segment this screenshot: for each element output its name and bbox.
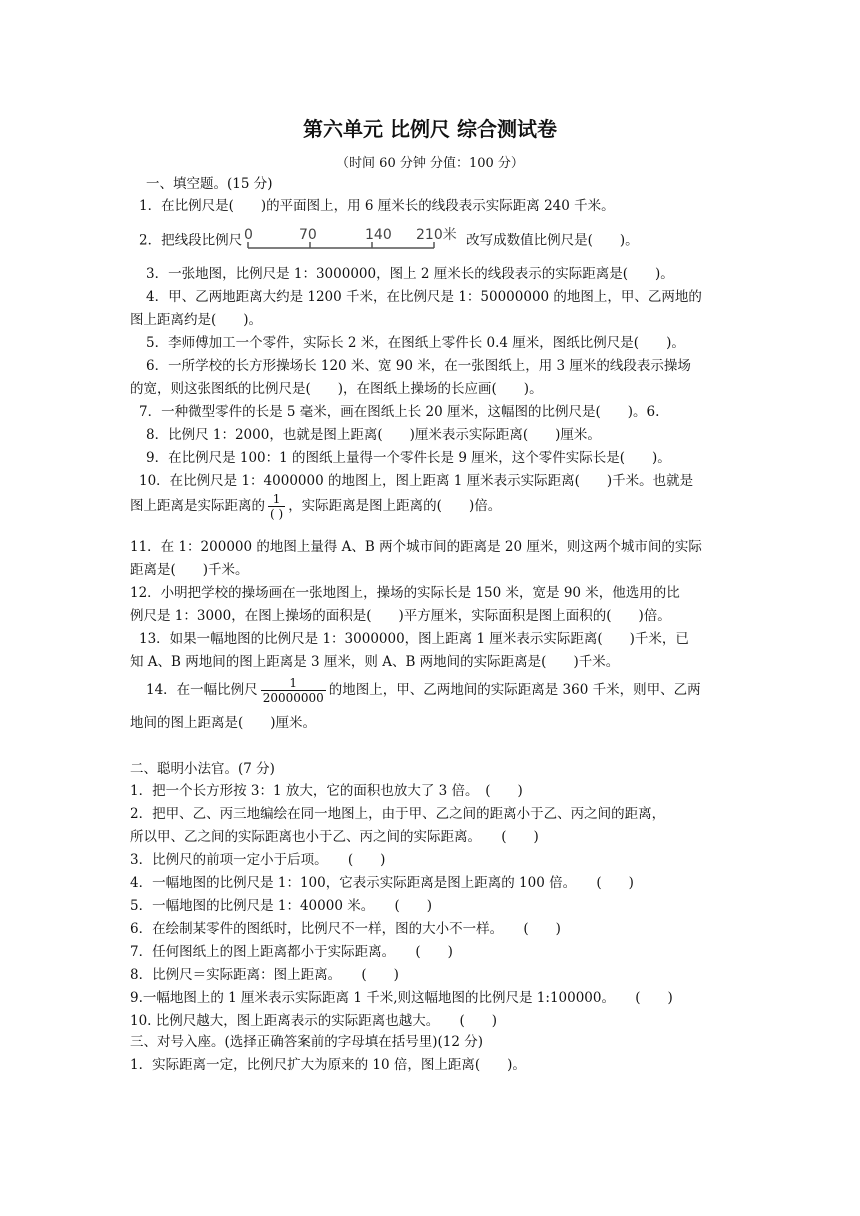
question-1-2 — [139, 226, 639, 256]
judge-item: 9.一幅地图上的 1 厘米表示实际距离 1 千米,则这幅地图的比例尺是 1:100000。 ( ) — [130, 990, 673, 1006]
question-1-11-line1: 11．在 1：200000 的地图上量得 A、B 两个城市间的距离是 20 厘米，则这两个城市间的实际 — [130, 539, 702, 555]
question-1-12-line1: 12．小明把学校的操场画在一张地图上，操场的实际长是 150 米，宽是 90 米，他选用的比 — [130, 585, 680, 601]
question-1-5: 5．李师傅加工一个零件，实际长 2 米，在图纸上零件长 0.4 厘米，图纸比例尺是( )。 — [146, 335, 685, 351]
section2-heading: 二、聪明小法官。(7 分) — [130, 761, 275, 777]
scale-fraction-denominator: 20000000 — [262, 691, 324, 705]
question-1-12-line2: 例尺是 1：3000，在图上操场的面积是( )平方厘米，实际面积是图上面积的( )倍。 — [130, 608, 671, 624]
question-1-14-before: 14．在一幅比例尺 — [146, 682, 258, 698]
scale-label-0: 0 — [244, 227, 254, 243]
question-1-8: 8．比例尺 1：2000，也就是图上距离( )厘米表示实际距离( )厘米。 — [146, 427, 601, 443]
judge-item: 2．把甲、乙、丙三地编绘在同一地图上，由于甲、乙之间的距离小于乙、丙之间的距离， — [130, 806, 666, 822]
question-1-14-line2: 地间的图上距离是( )厘米。 — [130, 715, 317, 731]
question-1-7: 7．一种微型零件的长是 5 毫米，画在图纸上长 20 厘米，这幅图的比例尺是( )。6. — [139, 404, 660, 420]
line-scale-bar — [244, 226, 464, 256]
question-1-14-after: 的地图上，甲、乙两地间的实际距离是 360 千米，则甲、乙两 — [328, 682, 701, 698]
judge-item: 3．比例尺的前项一定小于后项。 ( ) — [130, 852, 386, 868]
question-1-3: 3．一张地图，比例尺是 1：3000000，图上 2 厘米长的线段表示的实际距离是( )。 — [146, 266, 674, 282]
scale-fraction — [261, 676, 326, 705]
question-1-4-line1: 4．甲、乙两地距离大约是 1200 千米，在比例尺是 1：50000000 的地图上，甲、乙两地的 — [146, 289, 702, 305]
question-1-10-line2-after: ，实际距离是图上距离的( )倍。 — [288, 498, 502, 514]
section1-heading: 一、填空题。(15 分) — [146, 176, 273, 192]
page-subtitle: （时间 60 分钟 分值：100 分） — [336, 156, 524, 171]
judge-item: 7．任何图纸上的图上距离都小于实际距离。 ( ) — [130, 944, 453, 960]
question-1-10-line2 — [130, 492, 501, 521]
page-title: 第六单元 比例尺 综合测试卷 — [303, 117, 557, 141]
judge-item: 所以甲、乙之间的实际距离也小于乙、丙之间的实际距离。 ( ) — [130, 829, 539, 845]
question-1-4-line2: 图上距离约是( )。 — [130, 312, 263, 328]
question-1-10-line1: 10．在比例尺是 1：4000000 的地图上，图上距离 1 厘米表示实际距离( )千米。也就是 — [139, 473, 694, 489]
section3-heading: 三、对号入座。(选择正确答案前的字母填在括号里)(12 分) — [130, 1034, 484, 1050]
judge-item: 5．一幅地图的比例尺是 1：40000 米。 ( ) — [130, 898, 432, 914]
question-1-10-line2-before: 图上距离是实际距离的 — [130, 498, 265, 514]
question-1-9: 9．在比例尺是 100：1 的图纸上量得一个零件长是 9 厘米，这个零件实际长是( )。 — [146, 450, 671, 466]
scale-fraction-numerator: 1 — [261, 676, 326, 691]
question-3-1: 1．实际距离一定，比例尺扩大为原来的 10 倍，图上距离( )。 — [130, 1057, 526, 1073]
scale-label-70: 70 — [299, 227, 317, 243]
question-1-6-line2: 的宽，则这张图纸的比例尺是( )，在图纸上操场的长应画( )。 — [130, 381, 543, 397]
question-1-13-line2: 知 A、B 两地间的图上距离是 3 厘米，则 A、B 两地间的实际距离是( )千米。 — [130, 654, 620, 670]
judge-item: 1．把一个长方形按 3：1 放大，它的面积也放大了 3 倍。 ( ) — [130, 783, 523, 799]
question-1-14-line1 — [146, 676, 701, 705]
question-1-11-line2: 距离是( )千米。 — [130, 562, 249, 578]
question-1-6-line1: 6．一所学校的长方形操场长 120 米、宽 90 米，在一张图纸上，用 3 厘米的线段表示操场 — [146, 358, 691, 374]
question-1-1: 1．在比例尺是( )的平面图上，用 6 厘米长的线段表示实际距离 240 千米。 — [139, 198, 615, 214]
question-1-13-line1: 13．如果一幅地图的比例尺是 1：3000000，图上距离 1 厘米表示实际距离( )千米，已 — [139, 631, 689, 647]
judge-item: 10. 比例尺越大，图上距离表示的实际距离也越大。 ( ) — [130, 1013, 498, 1029]
judge-item: 4．一幅地图的比例尺是 1：100，它表示实际距离是图上距离的 100 倍。 ( ) — [130, 875, 634, 891]
question-1-2-after: 改写成数值比例尺是( )。 — [466, 232, 639, 249]
judge-item: 6．在绘制某零件的图纸时，比例尺不一样，图的大小不一样。 ( ) — [130, 921, 561, 937]
fraction-numerator: 1 — [268, 492, 285, 507]
scale-label-140: 140 — [365, 227, 392, 243]
fraction-denominator: ( ) — [270, 507, 284, 521]
judge-item: 8．比例尺＝实际距离：图上距离。 ( ) — [130, 967, 399, 983]
question-1-2-before: 2．把线段比例尺 — [139, 232, 243, 249]
scale-label-210: 210米 — [416, 227, 457, 243]
fraction-1-over-blank — [268, 492, 285, 521]
